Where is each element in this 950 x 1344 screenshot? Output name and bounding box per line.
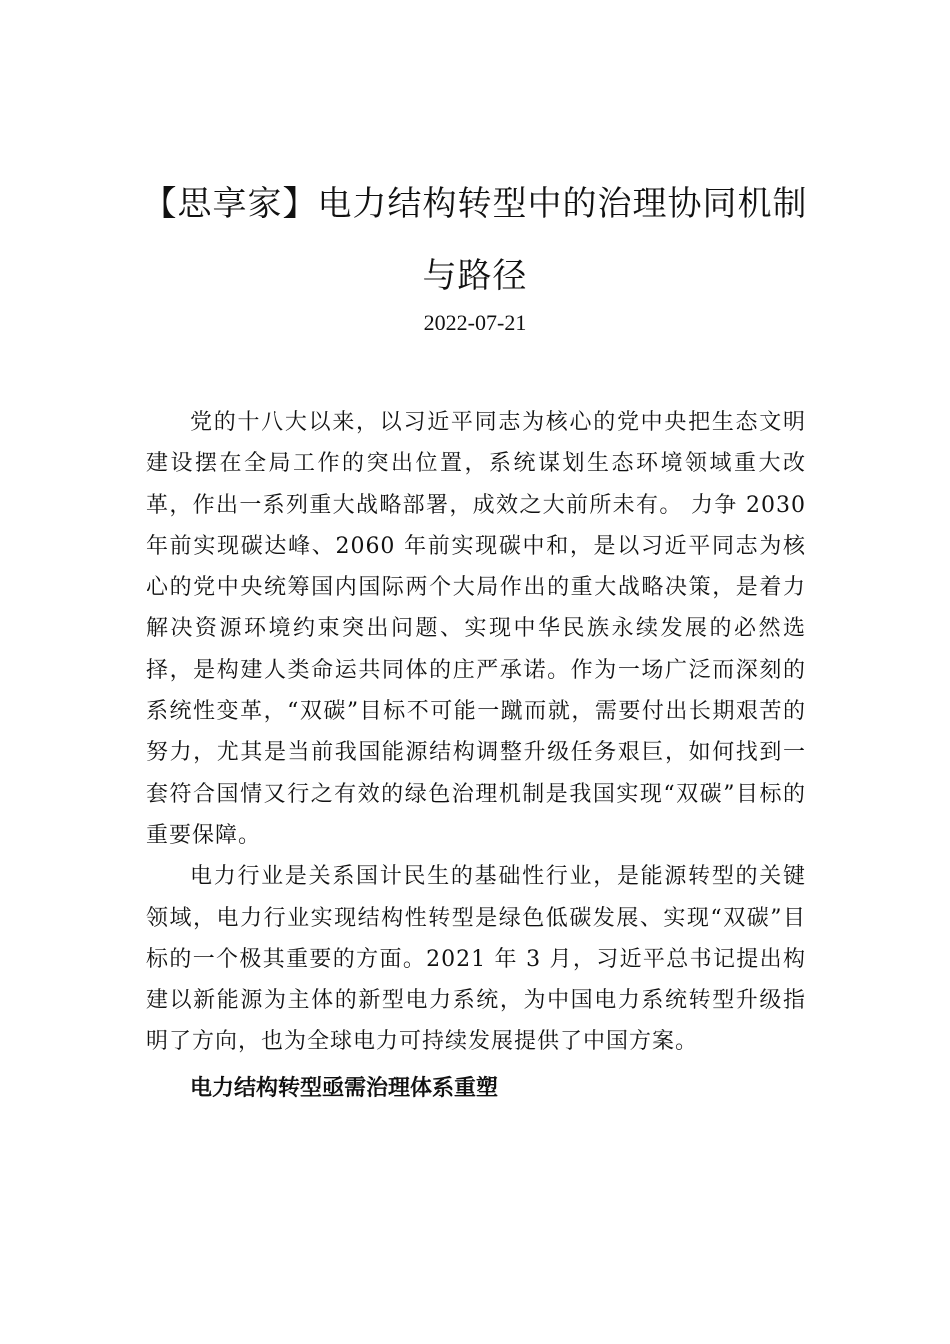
article-body	[146, 402, 806, 1111]
section-heading: 电力结构转型亟需治理体系重塑	[190, 1075, 499, 1101]
publish-date: 2022-07-21	[423, 310, 527, 335]
paragraph: 电力行业是关系国计民生的基础性行业，是能源转型的关键领域，电力行业实现结构性转型是绿色低碳发展、实现“双碳”目标的一个极其重要的方面。2021 年 3 月，习近平总书记提出构建以新能源为主体的新型电力系统，为中国电力系统转型升级指明了方向，也为全球电力可持续发展提供了中国方案。	[146, 864, 806, 1055]
paragraph: 党的十八大以来，以习近平同志为核心的党中央把生态文明建设摆在全局工作的突出位置，系统谋划生态环境领域重大改革，作出一系列重大战略部署，成效之大前所未有。 力争 2030 年前实现碳达峰、2060 年前实现碳中和，是以习近平同志为核心的党中央统筹国内国际两个大局作出的重大战略决策，是着力解决资源环境约束突出问题、实现中华民族永续发展的必然选择，是构建人类命运共同体的庄严承诺。作为一场广泛而深刻的系统性变革，“双碳”目标不可能一蹴而就，需要付出长期艰苦的努力，尤其是当前我国能源结构调整升级任务艰巨，如何找到一套符合国情又行之有效的绿色治理机制是我国实现“双碳”目标的重要保障。	[146, 410, 806, 848]
article-title: 【思享家】电力结构转型中的治理协同机制与路径	[142, 184, 808, 296]
